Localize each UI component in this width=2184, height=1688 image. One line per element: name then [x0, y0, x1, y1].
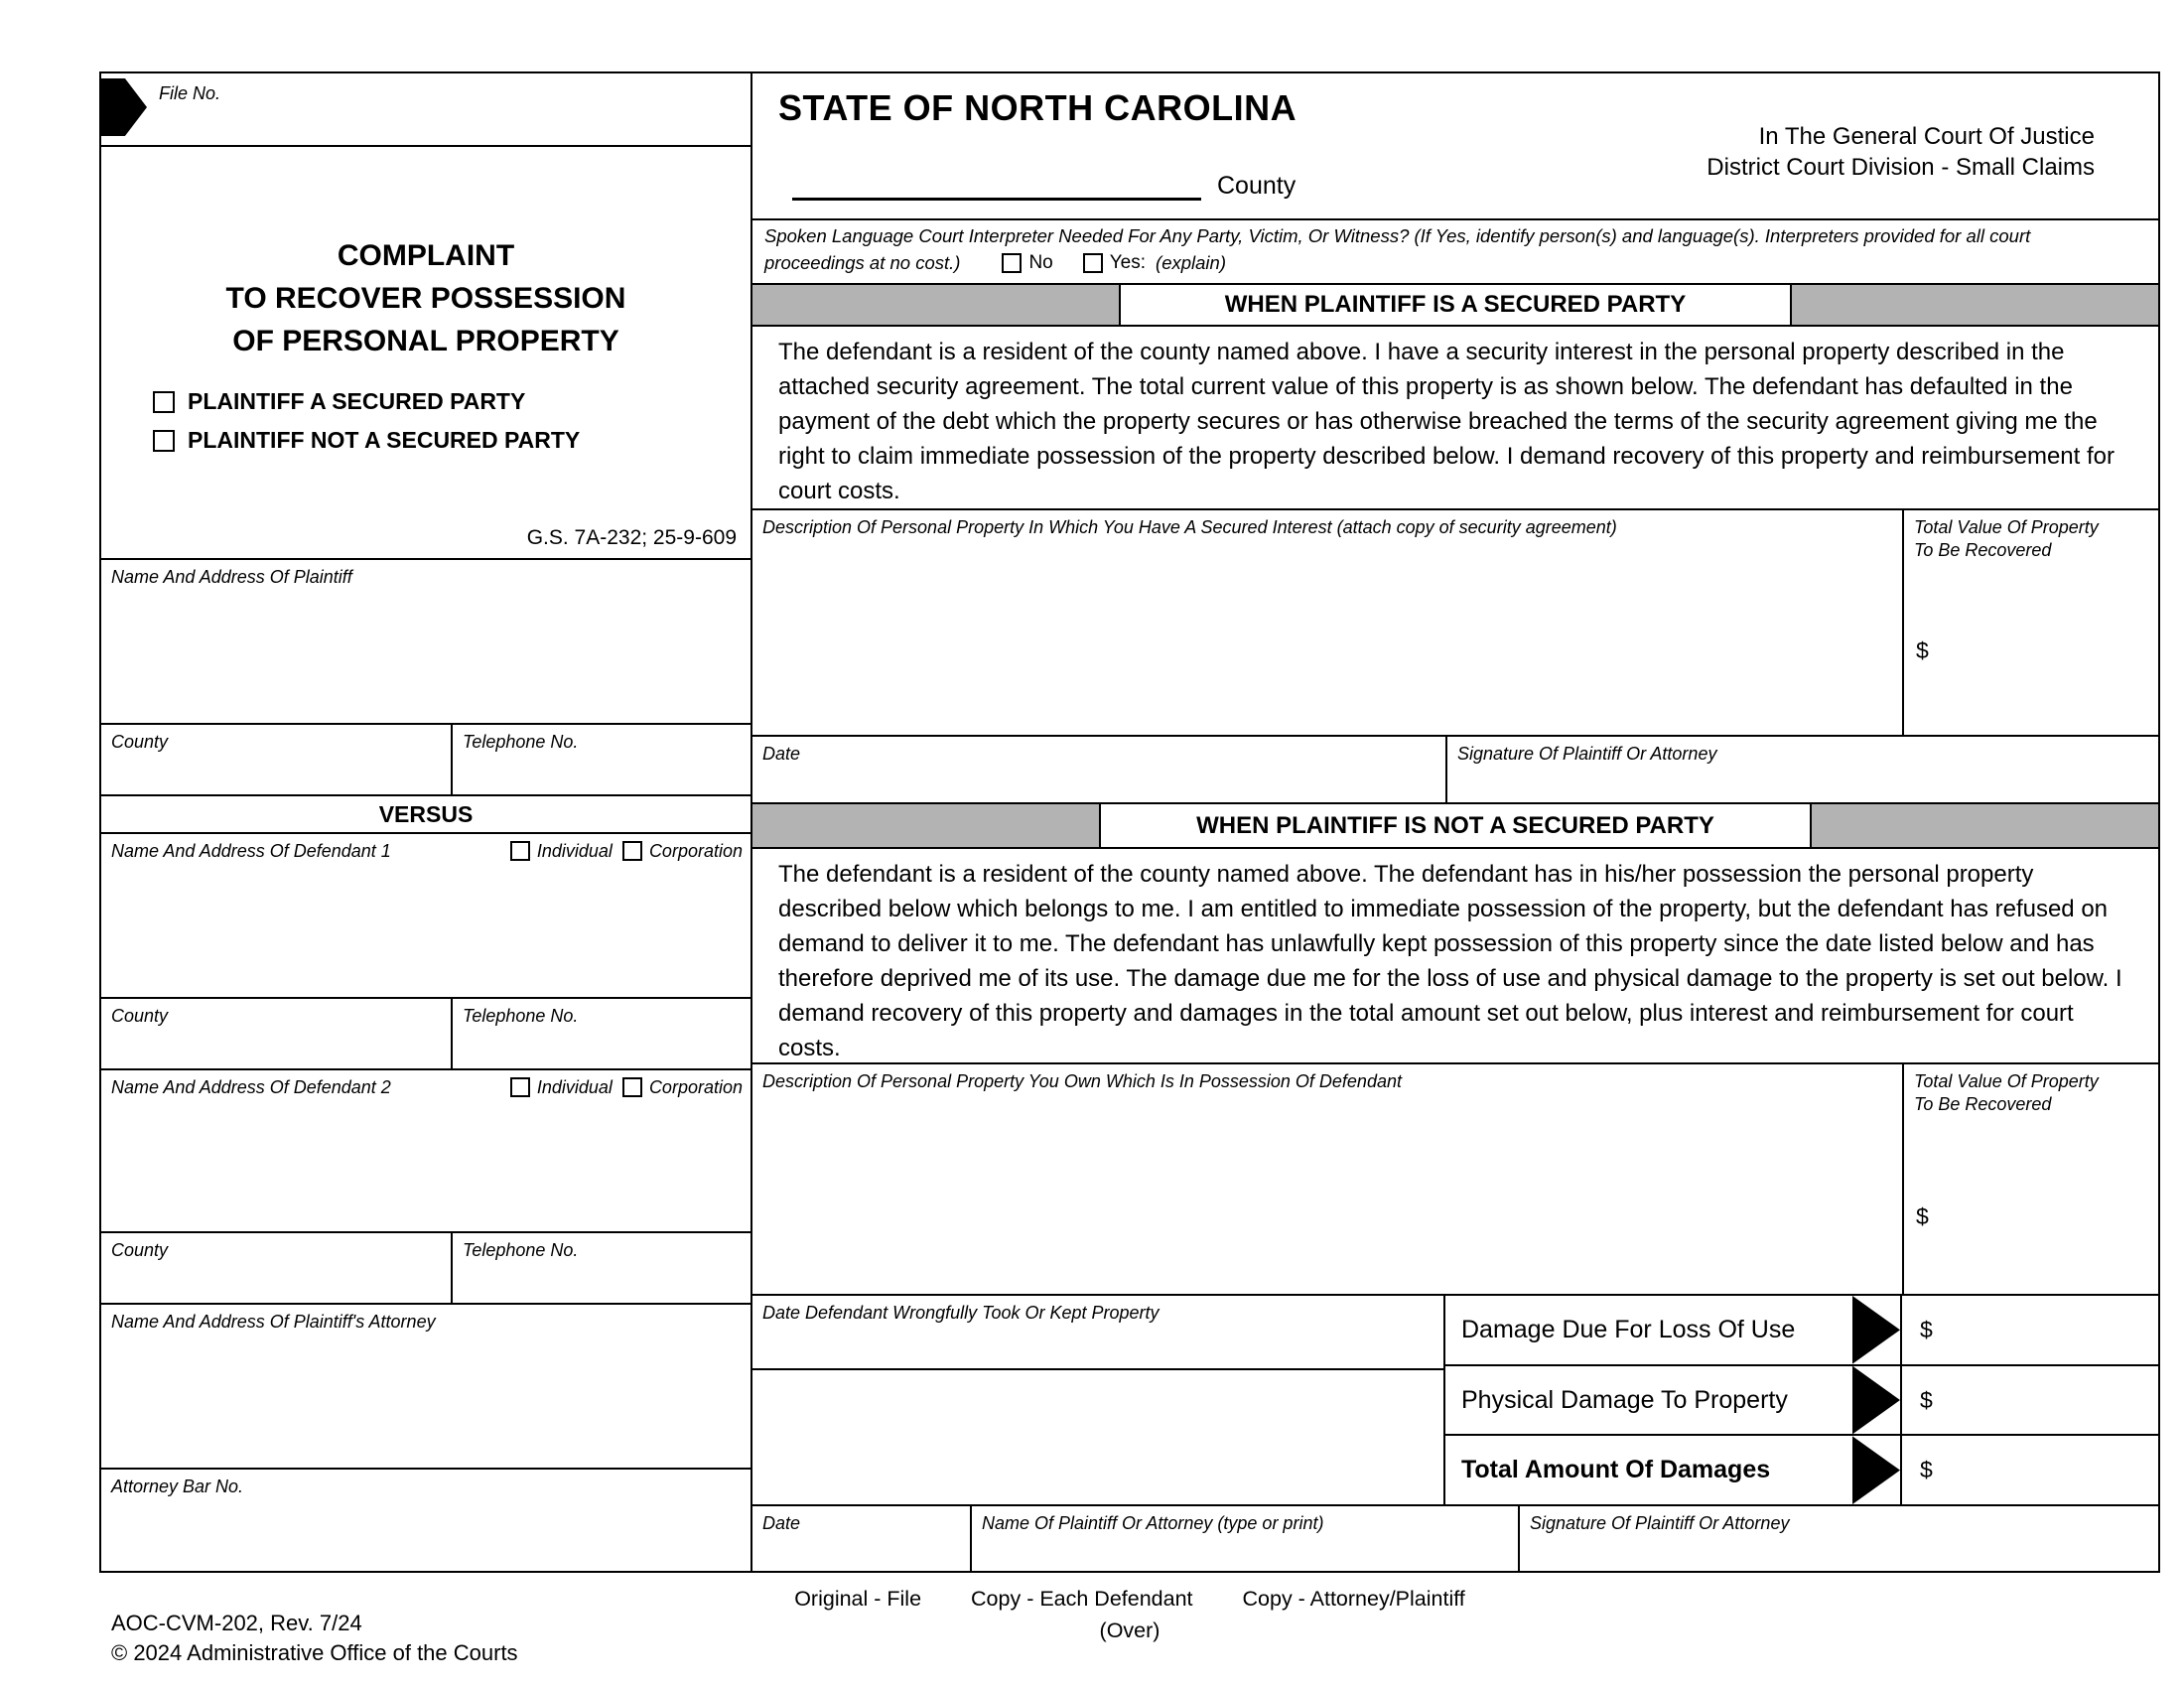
county-label: County [111, 1240, 169, 1260]
yes-label: Yes: [1109, 252, 1147, 273]
explain-label: (explain) [1156, 252, 1226, 273]
defendant2-corporation-checkbox[interactable] [622, 1077, 642, 1097]
copyright-line: © 2024 Administrative Office of the Courts [111, 1640, 518, 1665]
signature-label: Signature Of Plaintiff Or Attorney [1530, 1513, 1790, 1533]
distribution-line [99, 1587, 2160, 1612]
secured-signature-row [752, 735, 2158, 802]
defendant2-county-telephone-row [101, 1231, 751, 1303]
total-damages-label: Total Amount Of Damages [1461, 1456, 1771, 1484]
state-title: STATE OF NORTH CAROLINA [778, 87, 1297, 128]
defendant2-label: Name And Address Of Defendant 2 [111, 1077, 391, 1097]
interpreter-line1: Spoken Language Court Interpreter Needed For Any Party, Victim, Or Witness? (If Yes, identify person(s) and language(s). Interpreters provided for all court [764, 225, 2031, 246]
individual-label: Individual [536, 1077, 613, 1097]
over-note: (Over) [1099, 1618, 1160, 1642]
damage-loss-of-use-amount-field[interactable] [1900, 1296, 2158, 1364]
damage-loss-of-use-row [1445, 1296, 2158, 1366]
interpreter-line2: proceedings at no cost.) [764, 252, 961, 273]
attorney-bar-no-field[interactable] [101, 1468, 751, 1571]
not-secured-description-row [752, 1062, 2158, 1294]
total-damages-row [1445, 1436, 2158, 1504]
total-value-label: Total Value Of Property To Be Recovered [1914, 517, 2099, 561]
county-label: County [111, 732, 169, 752]
interpreter-no-checkbox[interactable] [1002, 253, 1022, 273]
defendant1-individual-option[interactable] [510, 840, 613, 863]
date-took-field[interactable] [752, 1296, 1443, 1370]
copy-defendant: Copy - Each Defendant [971, 1587, 1193, 1611]
form-title-line: COMPLAINT [337, 239, 515, 272]
form-number: AOC-CVM-202, Rev. 7/24 [111, 1611, 362, 1635]
plaintiff-county-field[interactable] [101, 725, 451, 794]
date-took-extra-space[interactable] [752, 1370, 1443, 1504]
total-damages-amount-field[interactable] [1900, 1436, 2158, 1504]
final-name-field[interactable] [970, 1506, 1518, 1571]
attorney-bar-no-label: Attorney Bar No. [111, 1477, 244, 1496]
not-secured-paragraph: The defendant is a resident of the county named above. The defendant has in his/her possession the personal property described below which belongs to me. I am entitled to immediate possession of the property, but the defendant has refused on demand to deliver it to me. The defendant has unlawfully kept possession of this property since the date listed below and has therefore deprived me of its use. The damage due me for the loss of use and physical damage to the property is set out below. I demand recovery of this property and damages in the total amount set out below, plus interest and reimbursement for court costs. [752, 847, 2158, 1062]
secured-description-field[interactable] [752, 510, 1902, 735]
dollar-sign: $ [1920, 1457, 1933, 1483]
interpreter-yes-checkbox[interactable] [1083, 253, 1103, 273]
secured-signature-field[interactable] [1445, 737, 2158, 802]
right-column [751, 71, 2160, 1573]
corporation-label: Corporation [648, 1077, 743, 1097]
final-signature-field[interactable] [1518, 1506, 2158, 1571]
county-label: County [111, 1006, 169, 1026]
interpreter-yes-option[interactable] [1083, 252, 1146, 274]
defendant2-individual-option[interactable] [510, 1076, 613, 1099]
defendant1-label: Name And Address Of Defendant 1 [111, 841, 391, 861]
defendant2-corporation-option[interactable] [622, 1076, 743, 1099]
dollar-sign: $ [1916, 1203, 1929, 1229]
corporation-label: Corporation [648, 841, 743, 861]
defendant1-telephone-field[interactable] [451, 999, 751, 1068]
county-name-group [792, 165, 1296, 201]
defendant1-county-field[interactable] [101, 999, 451, 1068]
file-no-field[interactable] [101, 73, 751, 145]
no-label: No [1028, 252, 1053, 273]
secured-description-label: Description Of Personal Property In Which You Have A Secured Interest (attach copy of security agreement) [762, 517, 1617, 537]
defendant2-address-field[interactable] [101, 1068, 751, 1231]
court-line2: District Court Division - Small Claims [1706, 154, 2095, 181]
dollar-sign: $ [1916, 637, 1929, 663]
plaintiff-secured-option[interactable] [153, 388, 751, 415]
arrow-right-icon [1852, 1366, 1900, 1435]
arrow-right-icon [1852, 1296, 1900, 1364]
file-no-label: File No. [159, 83, 221, 103]
damage-loss-of-use-label: Damage Due For Loss Of Use [1461, 1315, 1796, 1343]
copy-attorney: Copy - Attorney/Plaintiff [1242, 1587, 1465, 1611]
plaintiff-not-secured-checkbox[interactable] [153, 430, 175, 452]
telephone-label: Telephone No. [463, 732, 579, 752]
defendant1-corporation-option[interactable] [622, 840, 743, 863]
court-header [752, 73, 2158, 218]
date-took-label: Date Defendant Wrongfully Took Or Kept Property [762, 1303, 1160, 1323]
secured-total-value-field[interactable] [1902, 510, 2158, 735]
signature-label: Signature Of Plaintiff Or Attorney [1457, 744, 1717, 764]
dollar-sign: $ [1920, 1316, 1933, 1342]
defendant1-address-field[interactable] [101, 832, 751, 997]
form-title-line: TO RECOVER POSSESSION [225, 282, 626, 315]
secured-paragraph: The defendant is a resident of the county named above. I have a security interest in the personal property described in the attached security agreement. The total current value of this property is as shown below. The defendant has defaulted in the payment of the debt which the property secures or has otherwise breached the terms of the security agreement giving me the right to claim immediate possession of the property described below. I demand recovery of this property and reimbursement for court costs. [752, 325, 2158, 508]
defendant1-county-telephone-row [101, 997, 751, 1068]
damages-section [752, 1294, 2158, 1504]
interpreter-question [752, 218, 2158, 283]
plaintiff-county-telephone-row [101, 723, 751, 794]
attorney-address-field[interactable] [101, 1303, 751, 1468]
left-column [99, 71, 752, 1573]
plaintiff-not-secured-label: PLAINTIFF NOT A SECURED PARTY [188, 427, 581, 453]
secured-description-row [752, 508, 2158, 735]
date-label: Date [762, 1513, 801, 1533]
plaintiff-secured-checkbox[interactable] [153, 391, 175, 413]
individual-label: Individual [536, 841, 613, 861]
court-line1: In The General Court Of Justice [1758, 123, 2095, 150]
plaintiff-secured-label: PLAINTIFF A SECURED PARTY [188, 388, 526, 414]
dollar-sign: $ [1920, 1386, 1933, 1413]
county-name-field[interactable] [792, 165, 1201, 201]
name-of-plaintiff-label: Name Of Plaintiff Or Attorney (type or print) [982, 1513, 1324, 1533]
not-secured-section-header [752, 802, 2158, 847]
defendant1-corporation-checkbox[interactable] [622, 841, 642, 861]
form-title-line: OF PERSONAL PROPERTY [232, 325, 619, 357]
defendant2-individual-checkbox[interactable] [510, 1077, 530, 1097]
defendant2-county-field[interactable] [101, 1233, 451, 1303]
physical-damage-label: Physical Damage To Property [1461, 1385, 1788, 1414]
copy-original: Original - File [794, 1587, 922, 1611]
defendant2-telephone-field[interactable] [451, 1233, 751, 1303]
arrow-right-icon [1852, 1436, 1900, 1504]
header-county-label: County [1217, 172, 1297, 200]
versus-row [101, 794, 751, 832]
final-date-field[interactable] [752, 1506, 970, 1571]
final-signature-row [752, 1504, 2158, 1571]
plaintiff-not-secured-option[interactable] [153, 427, 751, 454]
attorney-address-label: Name And Address Of Plaintiff's Attorney [111, 1312, 436, 1332]
court-division [1706, 121, 2095, 183]
not-secured-total-value-field[interactable] [1902, 1064, 2158, 1294]
title-block [101, 145, 751, 558]
secured-date-field[interactable] [752, 737, 1445, 802]
defendant1-individual-checkbox[interactable] [510, 841, 530, 861]
total-value-label: Total Value Of Property To Be Recovered [1914, 1071, 2099, 1115]
secured-header-label: WHEN PLAINTIFF IS A SECURED PARTY [1119, 285, 1792, 325]
plaintiff-address-label: Name And Address Of Plaintiff [111, 567, 352, 587]
physical-damage-amount-field[interactable] [1900, 1366, 2158, 1435]
form-title [101, 234, 751, 362]
telephone-label: Telephone No. [463, 1006, 579, 1026]
plaintiff-address-field[interactable] [101, 558, 751, 723]
corner-arrow-icon [101, 78, 147, 136]
physical-damage-row [1445, 1366, 2158, 1437]
not-secured-header-label: WHEN PLAINTIFF IS NOT A SECURED PARTY [1099, 804, 1812, 847]
telephone-label: Telephone No. [463, 1240, 579, 1260]
statute-citation: G.S. 7A-232; 25-9-609 [526, 526, 737, 549]
not-secured-description-field[interactable] [752, 1064, 1902, 1294]
secured-section-header [752, 283, 2158, 325]
versus-label: VERSUS [378, 800, 474, 827]
date-label: Date [762, 744, 801, 764]
interpreter-no-option[interactable] [1002, 252, 1052, 274]
not-secured-description-label: Description Of Personal Property You Own Which Is In Possession Of Defendant [762, 1071, 1402, 1091]
plaintiff-telephone-field[interactable] [451, 725, 751, 794]
